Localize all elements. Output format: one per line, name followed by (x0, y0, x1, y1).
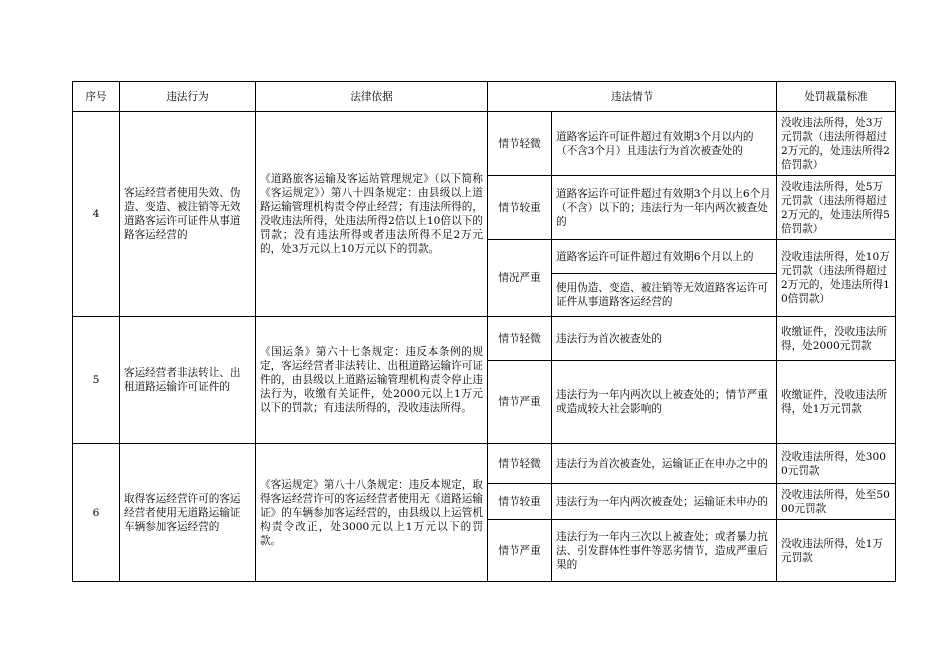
header-standard: 处罚裁量标准 (777, 82, 896, 112)
header-no: 序号 (73, 82, 120, 112)
legal-basis: 《道路旅客运输及客运站管理规定》（以下简称《客运规定》）第八十四条规定：由县级以上道路运输管理机构责令停止经营；有违法所得的，没收违法所得，处违法所得2倍以上10倍以下的罚款；没有违法所得或者违法所得不足2万元的，处3万元以上10万元以下的罚款。 (256, 112, 488, 317)
header-circumstance: 违法情节 (488, 82, 777, 112)
header-basis: 法律依据 (256, 82, 488, 112)
table-row (73, 444, 896, 484)
table-header-row (73, 82, 896, 112)
table-row (73, 112, 896, 176)
table-row (73, 317, 896, 361)
circumstance-detail: 违法行为首次被查处的 (552, 317, 777, 361)
legal-basis: 《客运规定》第八十八条规定：违反本规定，取得客运经营许可的客运经营者使用无《道路运输证》的车辆参加客运经营的，由县级以上运管机构责令改正，处3000元以上1万元以下的罚款。 (256, 444, 488, 582)
penalty-standard: 没收违法所得，处5万元罚款（违法所得超过2万元的，处违法所得5倍罚款） (777, 176, 896, 240)
header-act: 违法行为 (120, 82, 256, 112)
penalty-standard: 收缴证件，没收违法所得，处1万元罚款 (777, 361, 896, 444)
violation-act: 客运经营者非法转让、出租道路运输许可证件的 (120, 317, 256, 444)
penalty-standard: 没收违法所得，处3万元罚款（违法所得超过2万元的，处违法所得2倍罚款） (777, 112, 896, 176)
circumstance-level: 情节较重 (488, 176, 552, 240)
circumstance-detail: 道路客运许可证件超过有效期6个月以上的 (552, 240, 777, 274)
circumstance-level: 情节轻微 (488, 112, 552, 176)
violation-act: 客运经营者使用失效、伪造、变造、被注销等无效道路客运许可证件从事道路客运经营的 (120, 112, 256, 317)
circumstance-level: 情节严重 (488, 520, 552, 582)
circumstance-level: 情节轻微 (488, 444, 552, 484)
circumstance-detail: 违法行为首次被查处，运输证正在申办之中的 (552, 444, 777, 484)
circumstance-detail: 违法行为一年内三次以上被查处；或者暴力抗法、引发群体性事件等恶劣情节，造成严重后果的 (552, 520, 777, 582)
penalty-standard: 收缴证件，没收违法所得，处2000元罚款 (777, 317, 896, 361)
penalty-standard: 没收违法所得，处3000元罚款 (777, 444, 896, 484)
circumstance-detail: 道路客运许可证件超过有效期3个月以上6个月（不含）以下的；违法行为一年内两次被查处的 (552, 176, 777, 240)
circumstance-level: 情节严重 (488, 361, 552, 444)
row-number: 4 (73, 112, 120, 317)
circumstance-level: 情节较重 (488, 484, 552, 520)
circumstance-level: 情节轻微 (488, 317, 552, 361)
penalty-standard: 没收违法所得，处1万元罚款 (777, 520, 896, 582)
circumstance-detail: 违法行为一年内两次以上被查处的；情节严重或造成较大社会影响的 (552, 361, 777, 444)
circumstance-detail: 使用伪造、变造、被注销等无效道路客运许可证件从事道路客运经营的 (552, 274, 777, 317)
row-number: 6 (73, 444, 120, 582)
row-number: 5 (73, 317, 120, 444)
violation-act: 取得客运经营许可的客运经营者使用无道路运输证车辆参加客运经营的 (120, 444, 256, 582)
penalty-standards-table (72, 81, 896, 582)
circumstance-detail: 违法行为一年内两次被查处；运输证未申办的 (552, 484, 777, 520)
penalty-standard: 没收违法所得，处10万元罚款（违法所得超过2万元的，处违法所得10倍罚款） (777, 240, 896, 317)
circumstance-detail: 道路客运许可证件超过有效期3个月以内的（不含3个月）且违法行为首次被查处的 (552, 112, 777, 176)
legal-basis: 《国运条》第六十七条规定：违反本条例的规定，客运经营者非法转让、出租道路运输许可证件的，由县级以上道路运输管理机构责令停止违法行为，收缴有关证件，处2000元以上1万元以下的罚款；有违法所得的，没收违法所得。 (256, 317, 488, 444)
penalty-standard: 没收违法所得，处至5000元罚款 (777, 484, 896, 520)
circumstance-level: 情况严重 (488, 240, 552, 317)
